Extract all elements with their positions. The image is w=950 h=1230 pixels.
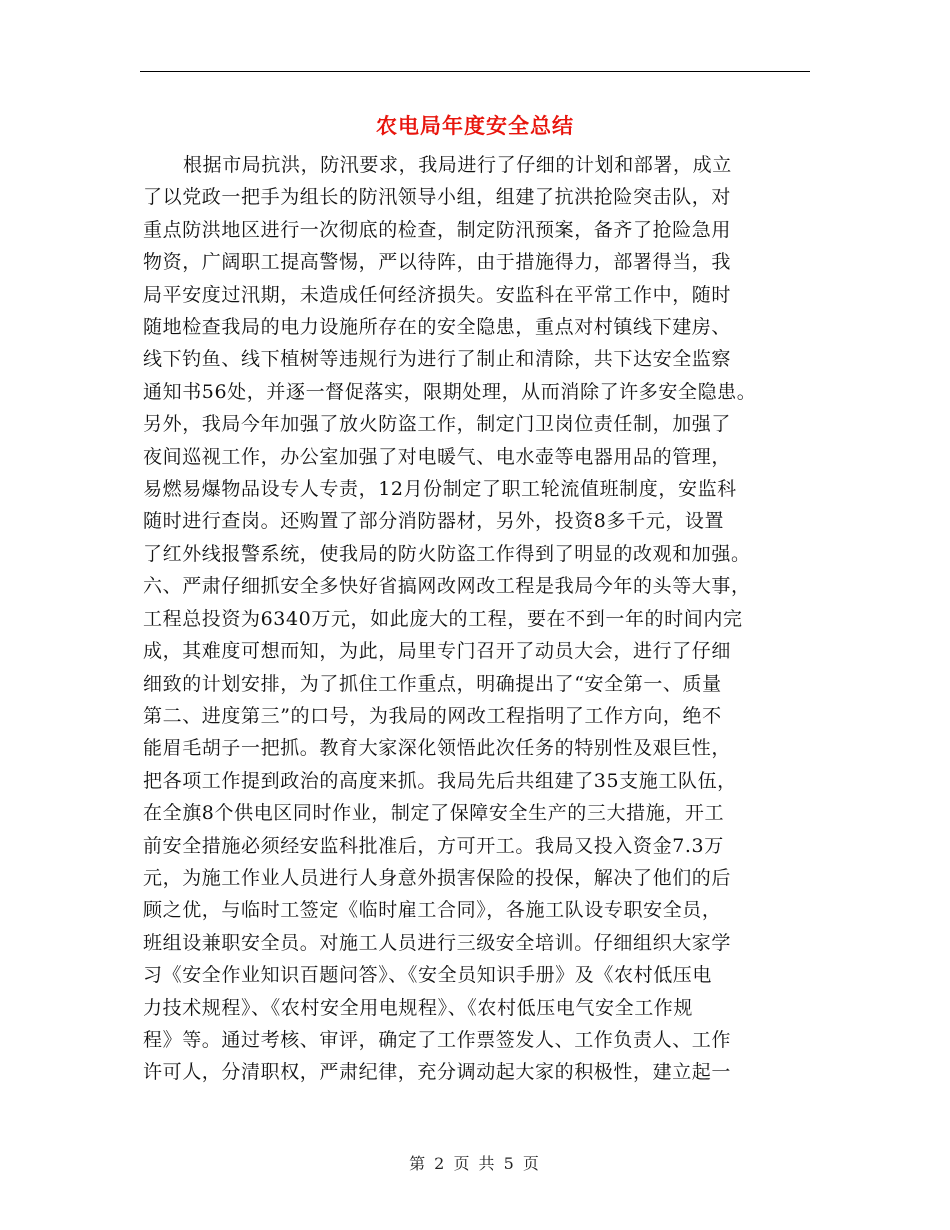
body-line: 班组设兼职安全员。对施工人员进行三级安全培训。仔细组织大家学 <box>143 931 732 954</box>
body-line: 许可人，分清职权，严肃纪律，充分调动起大家的积极性，建立起一 <box>143 1061 732 1084</box>
body-line: 通知书56处，并逐一督促落实，限期处理，从而消除了许多安全隐患。 <box>143 380 757 403</box>
body-line: 顾之优，与临时工签定《临时雇工合同》，各施工队设专职安全员， <box>143 899 722 922</box>
body-line: 元，为施工作业人员进行人身意外损害保险的投保，解决了他们的后 <box>143 866 732 889</box>
body-line: 习《安全作业知识百题问答》、《安全员知识手册》及《农村低压电 <box>143 964 713 987</box>
body-line: 根据市局抗洪，防汛要求，我局进行了仔细的计划和部署，成立 <box>183 154 732 176</box>
body-line: 第二、进度第三”的口号，为我局的网改工程指明了工作方向，绝不 <box>143 704 722 727</box>
header-rule <box>140 71 810 72</box>
body-line: 程》等。通过考核、审评，确定了工作票签发人、工作负责人、工作 <box>143 1028 732 1051</box>
body-line: 易燃易爆物品设专人专责，12月份制定了职工轮流值班制度，安监科 <box>143 478 737 501</box>
body-line: 了红外线报警系统，使我局的防火防盗工作得到了明显的改观和加强。 <box>143 542 751 565</box>
body-line: 前安全措施必须经安监科批准后，方可开工。我局又投入资金7.3万 <box>143 834 724 857</box>
body-line: 随地检查我局的电力设施所存在的安全隐患，重点对村镇线下建房、 <box>143 316 732 339</box>
body-line: 工程总投资为6340万元，如此庞大的工程，要在不到一年的时间内完 <box>143 607 743 630</box>
body-line: 细致的计划安排，为了抓住工作重点，明确提出了“安全第一、质量 <box>143 672 722 695</box>
body-line: 物资，广阔职工提高警惕，严以待阵，由于措施得力，部署得当，我 <box>143 251 732 274</box>
body-line: 力技术规程》、《农村安全用电规程》、《农村低压电气安全工作规 <box>143 996 694 1019</box>
body-line: 随时进行查岗。还购置了部分消防器材，另外，投资8多千元，设置 <box>143 510 725 533</box>
body-line: 把各项工作提到政治的高度来抓。我局先后共组建了35支施工队伍， <box>143 769 737 792</box>
document-body <box>143 149 811 1089</box>
body-line: 另外，我局今年加强了放火防盗工作，制定门卫岗位责任制，加强了 <box>143 413 732 436</box>
body-line: 局平安度过汛期，未造成任何经济损失。安监科在平常工作中，随时 <box>143 283 732 306</box>
page-number-footer: 第 2 页 共 5 页 <box>409 1154 541 1173</box>
body-line: 成，其难度可想而知，为此，局里专门召开了动员大会，进行了仔细 <box>143 640 732 663</box>
body-line: 在全旗8个供电区同时作业，制定了保障安全生产的三大措施，开工 <box>143 802 725 825</box>
body-line: 线下钓鱼、线下植树等违规行为进行了制止和清除，共下达安全监察 <box>143 348 732 371</box>
body-line: 能眉毛胡子一把抓。教育大家深化领悟此次任务的特别性及艰巨性， <box>143 737 732 760</box>
body-line: 六、严肃仔细抓安全多快好省搞网改网改工程是我局今年的头等大事， <box>143 575 751 598</box>
body-line: 重点防洪地区进行一次彻底的检查，制定防汛预案，备齐了抢险急用 <box>143 218 732 241</box>
body-line: 了以党政一把手为组长的防汛领导小组，组建了抗洪抢险突击队，对 <box>143 186 732 209</box>
body-line: 夜间巡视工作，办公室加强了对电暖气、电水壶等电器用品的管理， <box>143 445 732 468</box>
document-title: 农电局年度安全总结 <box>376 113 574 138</box>
